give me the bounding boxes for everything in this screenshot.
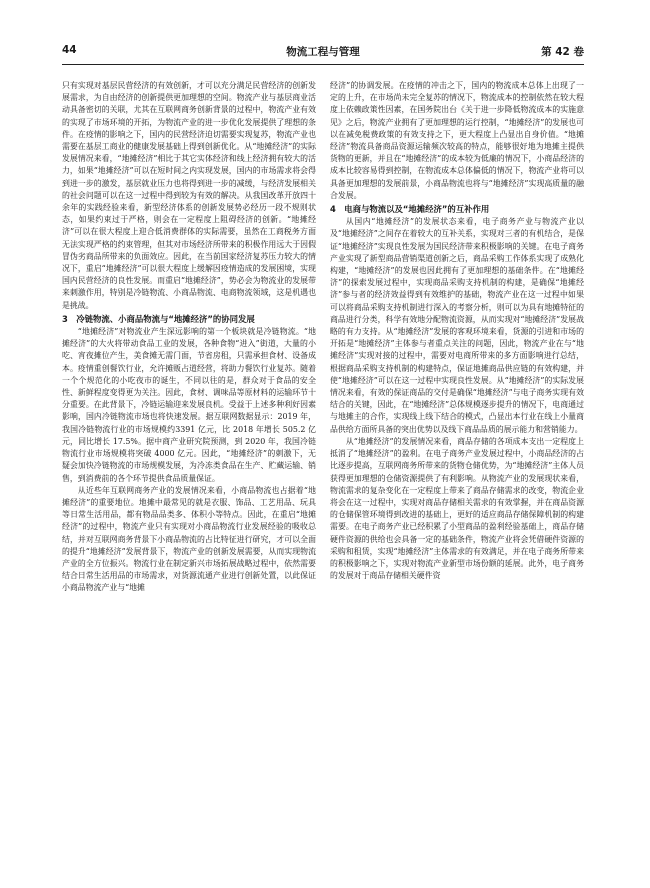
running-header (62, 40, 584, 62)
paragraph: “地摊经济”对物流业产生深远影响的第一个板块就是冷链物流。“地摊经济”的大火将带动食品工业的发展，各种食物“进入”街道，大量的小吃、宵夜摊位产生，美食摊无需门面，节省房租，只需承担食材、设备成本。疫情重创餐饮行业，允许摊贩占道经营，将助力餐饮行业复苏。随着一个个规范化的小吃夜市的诞生，不同以往的是，群众对于食品的安全性、新鲜程度变得更为关注。因此，食材、调味品等原材料的运输环节十分重要。在此背景下，冷链运输迎来发展良机。受益于上述多种利好因素影响，国内冷链物流市场也将快速发展。据互联网数据显示：2019 年，我国冷链物流行业的市场规模约3391 亿元，比 2018 年增长 505.2 亿元，同比增长 17.5%。据中商产业研究院预测，到 2020 年，我国冷链物流行业市场规模将突破 4000 亿元。因此，“地摊经济”的刺激下，无疑会加快冷链物流的市场规模发展，为冷冻类食品在生产、贮藏运输、销售，到消费前的各个环节提供食品质量保证。 (62, 327, 316, 483)
paragraph-continued: 只有实现对基层民营经济的有效创新，才可以充分满足民营经济的创新发展需求，为自由经济的创新提供更加理想的空间。物流产业与基层商业活动具备密切的关联，尤其在互联网商务创新背景的过程中，物流产业有效的实现了市场环境的开拓，为物流产业的进一步优化发展提供了理想的条件。在疫情的影响之下，国内的民营经济迫切需要实现复苏，物流产业也需要在基层工商业的健康发展基础上得到创新优化。从“地摊经济”的实际发展情况来看，“地摊经济”相比于其它实体经济和线上经济拥有较大的活力，如果“地摊经济”可以在短时间之内实现发展，国内的市场需求将会得到进一步的激发，基层就业压力也将得到进一步的减缓，与经济发展相关的社会问题可以在这一过程中得到较为有效的解决。从我国改革开放四十余年的实践经验来看，新型经济体系的创新发展势必经历一段不规则状态，如果约束过于严格，则会在一定程度上阻碍经济的创新。“地摊经济”可以在很大程度上迎合低消费群体的实际需要，虽然在工商税务方面无法实现严格的约束管理，但其对市场经济所带来的积极作用远大于因假冒伪劣商品所带来的负面效应。因此，在当前国家经济复苏压力较大的情况下，重启“地摊经济”可以很大程度上缓解因疫情造成的发展困境，实现国内民营经济的良性发展。而重启“地摊经济”，势必会为物流业的发展带来刺激作用，特别是冷链物流、小商品物流、电商物流领域，这是机遇也是挑战。 (62, 81, 316, 310)
volume-label: 第 42 卷 (541, 46, 584, 58)
paragraph-continued: 经济”的协调发展。在疫情的冲击之下，国内的物流成本总体上出现了一定的上升，在市场尚未完全复苏的情况下，物流成本的控制依然在较大程度上依赖政策性因素，在国务院出台《关于进一步降低物流成本的实施意见》之后，物流产业拥有了更加理想的运行控制，“地摊经济”的发展也可以在减免税费政策的有效支持之下，更大程度上凸显出自身价值。“地摊经济”物流具备商品资源运输频次较高的特点，能够很好地为地摊主提供货物的更新，并且在“地摊经济”的成本较为低廉的情况下，小商品经济的成本比较容易得到控制，在物流成本总体偏低的情况下，物流产业将可以具备更加理想的发展前景，小商品物流也将与“地摊经济”实现高质量的融合发展。 (330, 81, 584, 200)
header-rule (62, 64, 584, 65)
section-4-heading: 4 电商与物流以及“地摊经济”的互补作用 (330, 204, 490, 215)
section-3-heading: 3 冷链物流、小商品物流与“地摊经济”的协同发展 (62, 313, 255, 324)
right-column (330, 80, 584, 870)
page-number: 44 (62, 44, 77, 56)
paragraph: 从“地摊经济”的发展情况来看，商品存储的各项成本支出一定程度上抵消了“地摊经济”的盈利。在电子商务产业发展过程中，小商品经济的占比逐步提高，互联网商务所带来的货物仓储优势，为“地摊经济”主体人员获得更加理想的仓储资源提供了有利影响。从物流产业的发展现状来看，物流需求的复杂变化在一定程度上带来了商品存储需求的改变，物流企业将会在这一过程中，实现对商品存储相关需求的有效掌握，并在商品资源的仓储保管环境得到改进的基础上，更好的适应商品存储保障机制的构建需要。在电子商务产业已经积累了小型商品的盈利经验基础上，商品存储硬件资源的供给也会具备一定的基础条件，物流产业将会凭借硬件资源的采购和租赁，实现“地摊经济”主体需求的有效满足，并在电子商务所带来的积极影响之下，实现对物流产业新型市场份额的延展。此外，电子商务的发展对于商品存储相关硬件资 (330, 436, 584, 581)
paragraph: 从近些年互联网商务产业的发展情况来看，小商品物流也占据着“地摊经济”的重要地位。地摊中最常见的就是衣服、饰品、工艺用品、玩具等日常生活用品，都有物品品类多、体积小等特点。因此，在重启“地摊经济”的过程中，物流产业只有实现对小商品物流行业发展经验的吸收总结，并对互联网商务背景下小商品物流的占比特征进行研究，才可以全面的提升“地摊经济”发展背景下，物流产业的创新发展需要，从而实现物流产业的全方位振兴。物流行业在制定新兴市场拓展战略过程中，依然需要结合日常生活用品的市场需求，对货源流通产业进行创新处置，以此保证小商品物流产业与“地摊 (62, 485, 316, 593)
journal-title: 物流工程与管理 (286, 46, 360, 58)
left-column (62, 80, 316, 870)
paragraph: 从国内“地摊经济”的发展状态来看，电子商务产业与物流产业以及“地摊经济”之间存在着较大的互补关系，实现对三者的有机结合，是保证“地摊经济”实现良性发展为国民经济带来积极影响的关键。在电子商务产业实现了新型商品营销渠道创新之后，商品采购工作体系实现了成熟化构建，“地摊经济”的发展也因此拥有了更加理想的基础条件。在“地摊经济”的探索发展过程中，实现商品采购支持机制的构建，是确保“地摊经济”参与者的经济效益得到有效维护的基础，物流产业在这一过程中如果可以将商品采购支持机制进行深入的考察分析，则可以为具有地摊特征的商品进行分类，科学有效地分配物流资源，从而实现对“地摊经济”发展战略的有力支持。从“地摊经济”发展的客观环境来看，货源的引进和市场的开拓是“地摊经济”主体参与者重点关注的问题，因此，物流产业在与“地摊经济”实现对接的过程中，需要对电商所带来的多方面影响进行总结，根据商品采购支持机制的构建特点，保证地摊商品供应链的有效构建，并使“地摊经济”可以在这一过程中实现良性发展。从“地摊经济”的实际发展情况来看，有效的保证商品的交付是确保“地摊经济”与电子商务实现有效结合的关键，因此，在“地摊经济”总体规模逐步提升的情况下，电商通过与地摊主的合作，实现线上线下结合的模式，凸显出本行业在线上小量商品供给方面所具备的突出优势以及线下商品品质的展示能力和营销能力。 (330, 217, 584, 434)
